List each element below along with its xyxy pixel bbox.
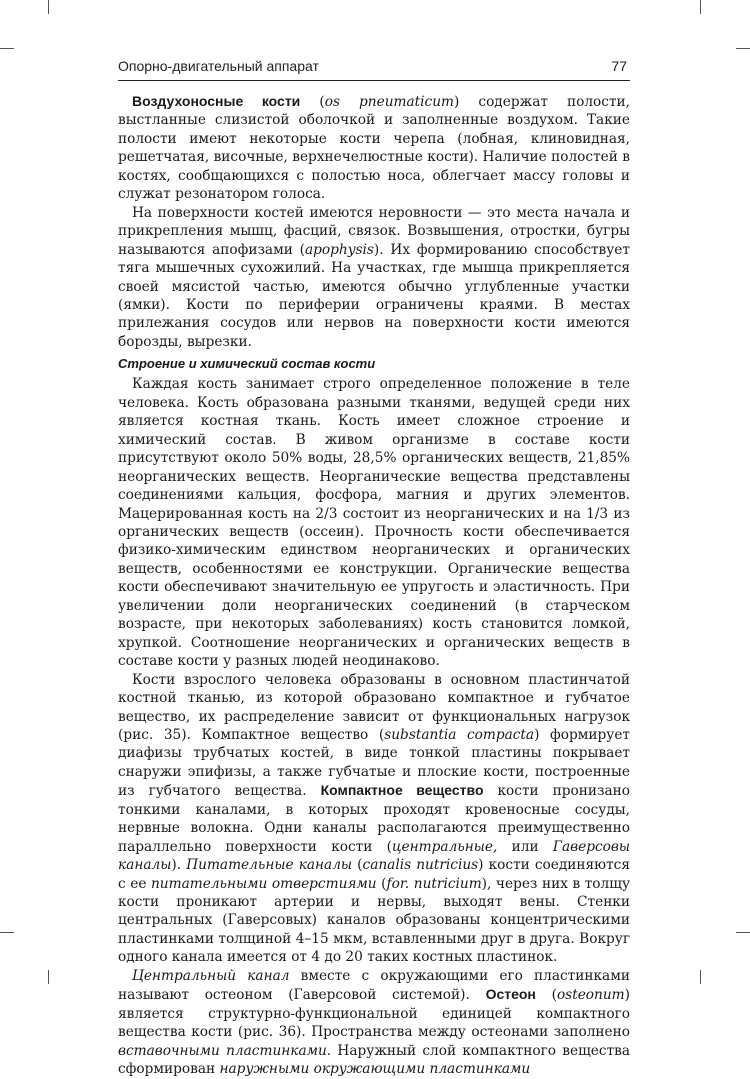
paragraph-composition: Каждая кость занимает строго определенное положение в теле человека. Кость образована разными тканями, ведущей среди них является костная ткань. Кость имеет сложное строение и химический состав. В живом организме в составе кости присутствуют около 50% воды, 28,5% органических веществ, 21,85% неорганических веществ. Неорганические вещества представлены соединениями кальция, фосфора, магния и других элементов. Мацерированная кость на 2/3 состоит из неорганических и на 1/3 из органических веществ (оссеин). Прочность кости обеспечивается физико-химическим единством неорганических и органических веществ, особенностями ее конструкции. Органические вещества кости обеспечивают значительную ее упругость и эластичность. При увеличении доли неорганических соединений (в старческом возрасте, при некоторых заболеваниях) кость становится ломкой, хрупкой. Соотношение неорганических и органических веществ в составе кости у разных людей неодинаково. (118, 376, 630, 670)
bold-term: Воздухоносные кости (132, 93, 301, 109)
section-heading: Строение и химический состав кости (118, 356, 376, 372)
latin-term: for. nutricium (386, 875, 482, 892)
paragraph-compact-substance: Кости взрослого человека образованы в основном пластинчатой костной тканью, из которой образовано компактное и губчатое вещество, их распределение зависит от функциональных нагрузок (рис. 35). Компактное вещество (substantia compacta) формирует диафизы трубчатых костей, в виде тонкой пластины покрывает снаружи эпифизы, а также губчатые и плоские кости, построенные из губчатого вещества. Компактное вещество кости пронизано тонкими каналами, в которых проходят кровеносные сосуды, нервные волокна. Одни каналы располагаются преимущественно параллельно поверхности кости (центральные, или Гаверсовы каналы). Питательные каналы (canalis nutricius) кости соединяются с ее питательными отверстиями (for. nutricium), через них в толщу кости проникают артерии и нервы, выходят вены. Стенки центральных (Гаверсовых) каналов образованы концентрическими пластинками толщиной 4–15 мкм, вставленными друг в друга. Вокруг одного канала имеется от 4 до 20 таких костных пластинок. (118, 671, 631, 966)
crop-mark (736, 48, 750, 49)
latin-term: os pneumaticum (324, 94, 454, 110)
italic-term: Питательные каналы (186, 857, 353, 874)
crop-mark (736, 932, 750, 933)
italic-term: центральные, (392, 838, 498, 855)
latin-term: apophysis (304, 241, 374, 258)
italic-term: Центральный канал (132, 967, 290, 984)
paragraph-bone-surface: На поверхности костей имеются неровности — это места начала и прикрепления мышц, фасций, связок. Возвышения, отростки, бугры называются апофизами (apophysis). Их формированию способствует тяга мышечных сухожилий. На участках, где мышца прикрепляется своей мясистой частью, имеются обычно углубленные участки (ямки). Кости по периферии ограничены краями. В местах прилежания сосудов или нервов на поверхности кости имеются борозды, вырезки. (118, 204, 630, 350)
bold-term: Компактное вещество (320, 782, 484, 799)
crop-mark (48, 970, 49, 984)
paragraph-pneumatic-bones: Воздухоносные кости (os pneumaticum) содержат полости, выстланные слизистой оболочкой и заполненные воздухом. Такие полости имеют некоторые кости черепа (лобная, клиновидная, решетчатая, височные, верхнечелюстные кости). Наличие полостей в костях, сообщающихся с полостью носа, облегчает массу головы и служат резонатором голоса. (118, 93, 630, 203)
crop-mark (700, 0, 701, 14)
crop-mark (0, 48, 14, 49)
crop-mark (0, 932, 14, 933)
section-title: Опорно-двигательный аппарат (118, 58, 319, 74)
latin-term: substantia compacta (384, 726, 535, 743)
body-text (118, 92, 630, 1079)
crop-mark (700, 970, 701, 984)
bold-term: Остеон (485, 986, 536, 1003)
italic-term: питательными отверстиями (150, 875, 377, 892)
italic-term: Гаверсовы каналы (118, 838, 630, 874)
crop-mark (48, 0, 49, 14)
italic-term: наружными окружающими пластинками (219, 1061, 531, 1078)
latin-term: osteonum (556, 987, 625, 1004)
paragraph-osteon: Центральный канал вместе с окружающими его пластинками называют остеоном (Гаверсовой системой). Остеон (osteonum) является структурно-функциональной единицей компактного вещества кости (рис. 36). Пространства между остеонами заполнено вставочными пластинками. Наружный слой компактного вещества сформирован наружными окружающими пластинками (118, 967, 631, 1078)
running-header (118, 56, 630, 81)
latin-term: canalis nutricius (362, 857, 479, 874)
page-number: 77 (611, 58, 627, 74)
italic-term: вставочными пластинками (118, 1042, 327, 1059)
